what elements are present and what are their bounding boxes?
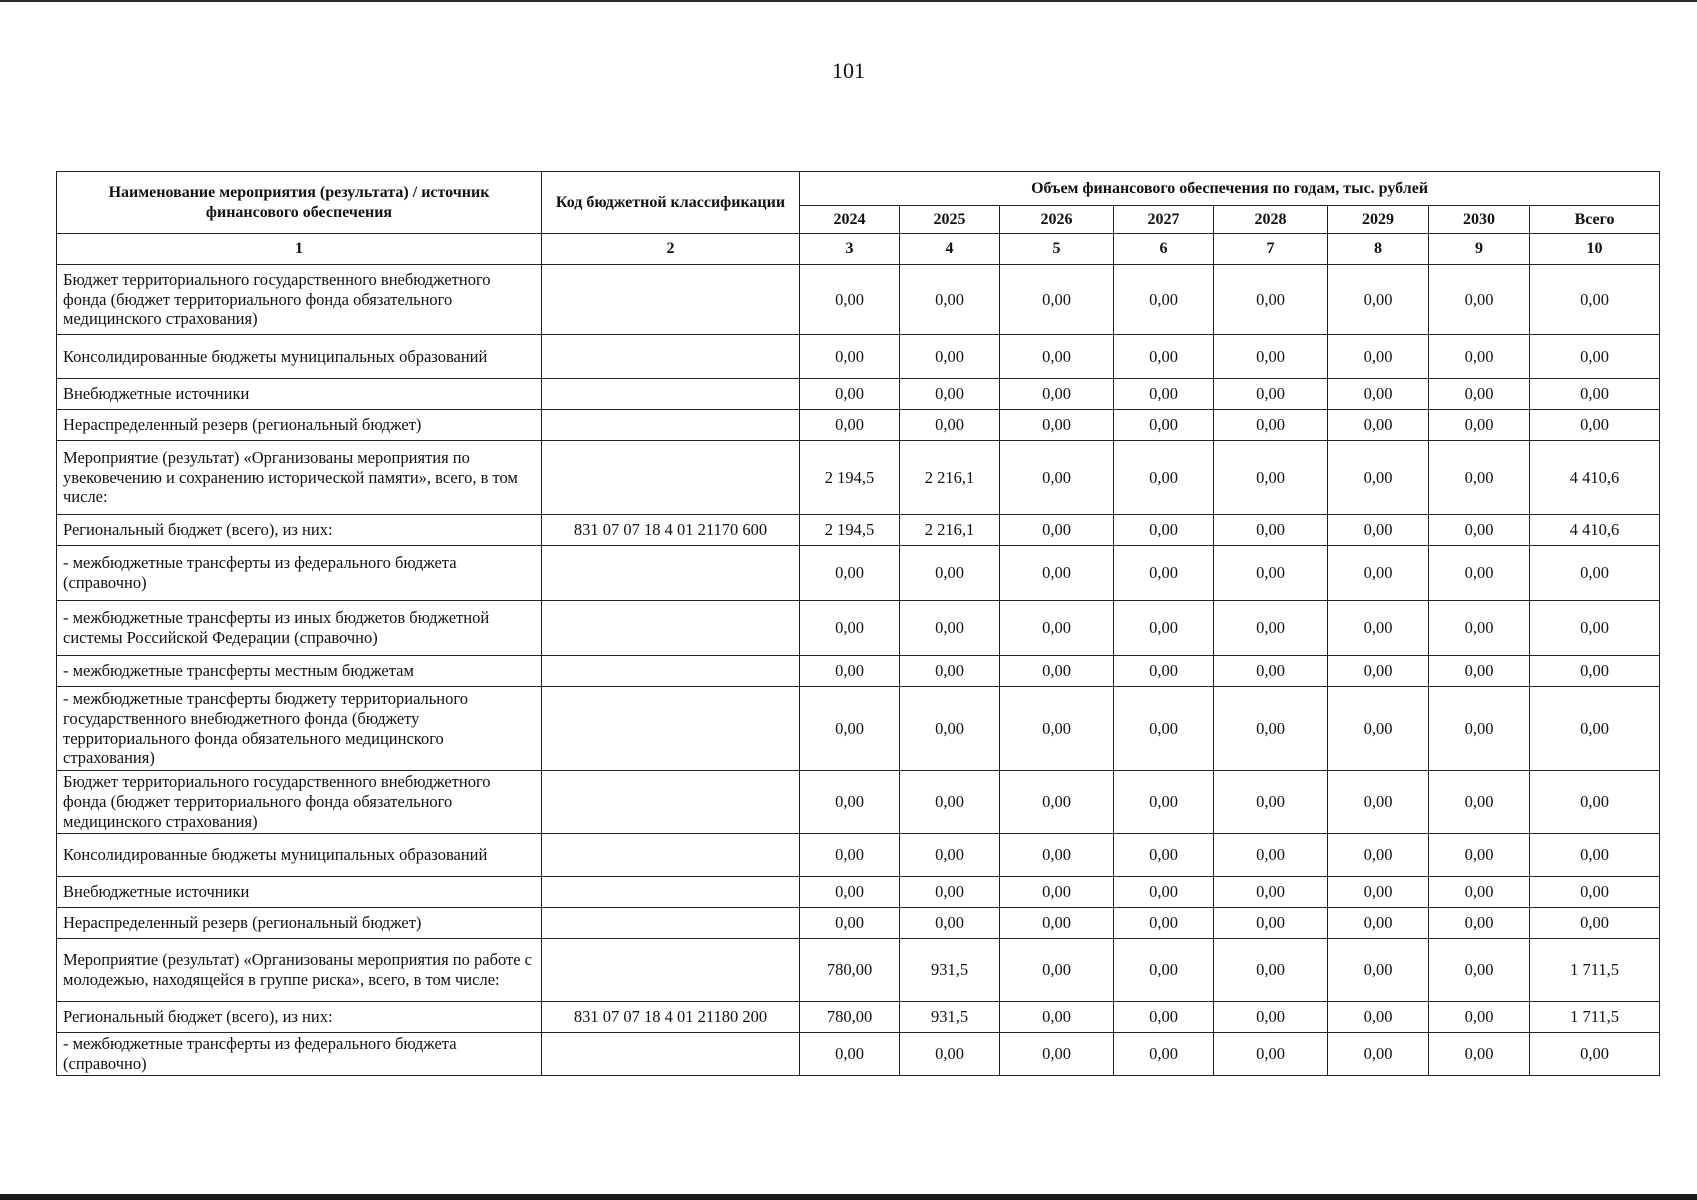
row-code-cell xyxy=(542,771,800,834)
row-name-cell: Внебюджетные источники xyxy=(57,379,542,410)
row-name-cell: - межбюджетные трансферты из федерального бюджета (справочно) xyxy=(57,1033,542,1076)
table-row xyxy=(57,601,1660,656)
value-cell: 0,00 xyxy=(1114,771,1214,834)
value-cell: 0,00 xyxy=(1214,546,1328,601)
table-row xyxy=(57,656,1660,687)
value-cell: 0,00 xyxy=(1429,877,1530,908)
row-code-cell xyxy=(542,410,800,441)
value-cell: 0,00 xyxy=(800,877,900,908)
value-cell: 0,00 xyxy=(1328,441,1429,515)
value-cell: 0,00 xyxy=(800,379,900,410)
value-cell: 0,00 xyxy=(1328,265,1429,335)
year-header: 2027 xyxy=(1114,206,1214,234)
value-cell: 0,00 xyxy=(1328,379,1429,410)
column-number: 5 xyxy=(1000,234,1114,265)
budget-table xyxy=(56,171,1660,1076)
table-row xyxy=(57,834,1660,877)
value-cell: 0,00 xyxy=(1214,379,1328,410)
row-name-cell: Нераспределенный резерв (региональный бюджет) xyxy=(57,908,542,939)
year-header: 2029 xyxy=(1328,206,1429,234)
value-cell: 0,00 xyxy=(1114,1033,1214,1076)
value-cell: 0,00 xyxy=(1214,515,1328,546)
value-cell: 0,00 xyxy=(900,687,1000,771)
table-row xyxy=(57,771,1660,834)
row-name-cell: - межбюджетные трансферты из иных бюджетов бюджетной системы Российской Федерации (справочно) xyxy=(57,601,542,656)
value-cell: 0,00 xyxy=(1429,908,1530,939)
value-cell: 0,00 xyxy=(1114,441,1214,515)
value-cell: 0,00 xyxy=(1214,687,1328,771)
row-name-cell: Региональный бюджет (всего), из них: xyxy=(57,515,542,546)
row-code-cell xyxy=(542,656,800,687)
column-number: 7 xyxy=(1214,234,1328,265)
value-cell: 0,00 xyxy=(900,1033,1000,1076)
value-cell: 0,00 xyxy=(800,908,900,939)
value-cell: 0,00 xyxy=(1214,441,1328,515)
value-cell: 0,00 xyxy=(1214,877,1328,908)
value-cell: 0,00 xyxy=(1000,265,1114,335)
column-number: 3 xyxy=(800,234,900,265)
table-row xyxy=(57,1002,1660,1033)
year-header: 2025 xyxy=(900,206,1000,234)
value-cell: 0,00 xyxy=(1000,908,1114,939)
value-cell: 0,00 xyxy=(1114,1002,1214,1033)
value-cell: 0,00 xyxy=(1530,687,1660,771)
value-cell: 0,00 xyxy=(800,687,900,771)
value-cell: 780,00 xyxy=(800,939,900,1002)
table-row xyxy=(57,441,1660,515)
value-cell: 0,00 xyxy=(900,546,1000,601)
value-cell: 0,00 xyxy=(1429,515,1530,546)
value-cell: 0,00 xyxy=(800,410,900,441)
value-cell: 4 410,6 xyxy=(1530,441,1660,515)
row-name-cell: Мероприятие (результат) «Организованы мероприятия по увековечению и сохранению исторической памяти», всего, в том числе: xyxy=(57,441,542,515)
value-cell: 0,00 xyxy=(1000,687,1114,771)
value-cell: 0,00 xyxy=(1000,834,1114,877)
value-cell: 0,00 xyxy=(1000,335,1114,379)
value-cell: 0,00 xyxy=(1000,877,1114,908)
value-cell: 0,00 xyxy=(1000,379,1114,410)
value-cell: 0,00 xyxy=(1530,379,1660,410)
value-cell: 0,00 xyxy=(800,265,900,335)
value-cell: 0,00 xyxy=(1000,656,1114,687)
value-cell: 1 711,5 xyxy=(1530,939,1660,1002)
value-cell: 0,00 xyxy=(800,601,900,656)
value-cell: 0,00 xyxy=(1429,771,1530,834)
value-cell: 0,00 xyxy=(1114,877,1214,908)
value-cell: 0,00 xyxy=(900,410,1000,441)
value-cell: 0,00 xyxy=(1530,410,1660,441)
value-cell: 0,00 xyxy=(1114,601,1214,656)
value-cell: 0,00 xyxy=(1429,1033,1530,1076)
table-body xyxy=(57,265,1660,1076)
value-cell: 0,00 xyxy=(800,1033,900,1076)
value-cell: 0,00 xyxy=(900,265,1000,335)
row-name-cell: Нераспределенный резерв (региональный бюджет) xyxy=(57,410,542,441)
table-row xyxy=(57,1033,1660,1076)
table-row xyxy=(57,379,1660,410)
value-cell: 0,00 xyxy=(1429,834,1530,877)
value-cell: 0,00 xyxy=(1114,908,1214,939)
top-scan-edge xyxy=(0,0,1697,2)
value-cell: 0,00 xyxy=(1328,656,1429,687)
value-cell: 0,00 xyxy=(1429,939,1530,1002)
value-cell: 0,00 xyxy=(1000,601,1114,656)
value-cell: 0,00 xyxy=(1328,877,1429,908)
value-cell: 0,00 xyxy=(900,656,1000,687)
value-cell: 0,00 xyxy=(1214,601,1328,656)
value-cell: 0,00 xyxy=(1429,1002,1530,1033)
column-number: 8 xyxy=(1328,234,1429,265)
value-cell: 0,00 xyxy=(1000,410,1114,441)
table-row xyxy=(57,908,1660,939)
row-code-cell: 831 07 07 18 4 01 21180 200 xyxy=(542,1002,800,1033)
row-code-cell xyxy=(542,601,800,656)
value-cell: 0,00 xyxy=(900,771,1000,834)
row-code-cell xyxy=(542,908,800,939)
row-name-cell: Консолидированные бюджеты муниципальных образований xyxy=(57,834,542,877)
value-cell: 931,5 xyxy=(900,939,1000,1002)
page-number: 101 xyxy=(832,58,865,83)
row-name-cell: - межбюджетные трансферты из федерального бюджета (справочно) xyxy=(57,546,542,601)
value-cell: 0,00 xyxy=(1114,265,1214,335)
row-code-cell xyxy=(542,546,800,601)
name-column-header: Наименование мероприятия (результата) / источник финансового обеспечения xyxy=(57,172,542,234)
year-header: 2030 xyxy=(1429,206,1530,234)
value-cell: 2 194,5 xyxy=(800,441,900,515)
value-cell: 0,00 xyxy=(1114,379,1214,410)
row-code-cell xyxy=(542,877,800,908)
value-cell: 0,00 xyxy=(1530,1033,1660,1076)
value-cell: 0,00 xyxy=(1214,771,1328,834)
value-cell: 0,00 xyxy=(1114,335,1214,379)
value-cell: 0,00 xyxy=(1429,335,1530,379)
row-name-cell: Региональный бюджет (всего), из них: xyxy=(57,1002,542,1033)
value-cell: 0,00 xyxy=(1328,687,1429,771)
row-code-cell: 831 07 07 18 4 01 21170 600 xyxy=(542,515,800,546)
value-cell: 0,00 xyxy=(800,771,900,834)
value-cell: 0,00 xyxy=(1328,515,1429,546)
value-cell: 2 216,1 xyxy=(900,515,1000,546)
row-name-cell: Бюджет территориального государственного внебюджетного фонда (бюджет территориального фонда обязательного медицинского страхования) xyxy=(57,771,542,834)
year-header: 2024 xyxy=(800,206,900,234)
table-row xyxy=(57,265,1660,335)
row-name-cell: Бюджет территориального государственного внебюджетного фонда (бюджет территориального фонда обязательного медицинского страхования) xyxy=(57,265,542,335)
value-cell: 0,00 xyxy=(1114,834,1214,877)
value-cell: 1 711,5 xyxy=(1530,1002,1660,1033)
value-cell: 0,00 xyxy=(1328,601,1429,656)
value-cell: 0,00 xyxy=(1214,939,1328,1002)
value-cell: 0,00 xyxy=(1114,939,1214,1002)
row-name-cell: Внебюджетные источники xyxy=(57,877,542,908)
value-cell: 780,00 xyxy=(800,1002,900,1033)
table-row xyxy=(57,546,1660,601)
row-name-cell: Мероприятие (результат) «Организованы мероприятия по работе с молодежью, находящейся в группе риска», всего, в том числе: xyxy=(57,939,542,1002)
value-cell: 0,00 xyxy=(800,834,900,877)
table-row xyxy=(57,877,1660,908)
value-cell: 2 194,5 xyxy=(800,515,900,546)
value-cell: 0,00 xyxy=(1114,687,1214,771)
value-cell: 0,00 xyxy=(1214,908,1328,939)
value-cell: 0,00 xyxy=(1429,656,1530,687)
value-cell: 0,00 xyxy=(1000,546,1114,601)
row-code-cell xyxy=(542,834,800,877)
value-cell: 0,00 xyxy=(800,546,900,601)
value-cell: 0,00 xyxy=(1214,1002,1328,1033)
table-row xyxy=(57,410,1660,441)
value-cell: 0,00 xyxy=(1530,265,1660,335)
value-cell: 0,00 xyxy=(1214,335,1328,379)
value-cell: 0,00 xyxy=(1530,601,1660,656)
value-cell: 0,00 xyxy=(1429,546,1530,601)
value-cell: 0,00 xyxy=(1214,265,1328,335)
row-code-cell xyxy=(542,441,800,515)
value-cell: 0,00 xyxy=(1114,515,1214,546)
value-cell: 0,00 xyxy=(1000,515,1114,546)
column-number: 2 xyxy=(542,234,800,265)
year-header: Всего xyxy=(1530,206,1660,234)
year-header: 2028 xyxy=(1214,206,1328,234)
row-code-cell xyxy=(542,687,800,771)
value-cell: 0,00 xyxy=(900,908,1000,939)
value-cell: 0,00 xyxy=(1328,834,1429,877)
value-cell: 0,00 xyxy=(1530,908,1660,939)
row-code-cell xyxy=(542,379,800,410)
value-cell: 0,00 xyxy=(1000,441,1114,515)
table-row xyxy=(57,515,1660,546)
code-column-header: Код бюджетной классификации xyxy=(542,172,800,234)
value-cell: 0,00 xyxy=(1114,546,1214,601)
value-cell: 0,00 xyxy=(1530,834,1660,877)
value-cell: 931,5 xyxy=(900,1002,1000,1033)
value-cell: 0,00 xyxy=(1530,656,1660,687)
value-cell: 0,00 xyxy=(1429,601,1530,656)
value-cell: 0,00 xyxy=(1530,771,1660,834)
value-cell: 0,00 xyxy=(1530,877,1660,908)
value-cell: 0,00 xyxy=(1000,1033,1114,1076)
value-cell: 0,00 xyxy=(1328,939,1429,1002)
value-cell: 0,00 xyxy=(1328,335,1429,379)
row-name-cell: - межбюджетные трансферты бюджету территориального государственного внебюджетного фонда (бюджету территориального фонда обязательного медицинского страхования) xyxy=(57,687,542,771)
value-cell: 0,00 xyxy=(1214,834,1328,877)
column-number: 9 xyxy=(1429,234,1530,265)
row-name-cell: - межбюджетные трансферты местным бюджетам xyxy=(57,656,542,687)
value-cell: 2 216,1 xyxy=(900,441,1000,515)
row-name-cell: Консолидированные бюджеты муниципальных образований xyxy=(57,335,542,379)
value-cell: 0,00 xyxy=(1000,771,1114,834)
row-code-cell xyxy=(542,1033,800,1076)
value-cell: 0,00 xyxy=(900,379,1000,410)
value-cell: 0,00 xyxy=(1429,379,1530,410)
row-code-cell xyxy=(542,335,800,379)
value-cell: 0,00 xyxy=(1530,546,1660,601)
value-cell: 0,00 xyxy=(900,877,1000,908)
value-cell: 0,00 xyxy=(1114,410,1214,441)
value-cell: 0,00 xyxy=(1328,546,1429,601)
table-row xyxy=(57,335,1660,379)
row-code-cell xyxy=(542,265,800,335)
column-number: 1 xyxy=(57,234,542,265)
year-header: 2026 xyxy=(1000,206,1114,234)
column-number: 4 xyxy=(900,234,1000,265)
table-row xyxy=(57,939,1660,1002)
value-cell: 0,00 xyxy=(1530,335,1660,379)
value-cell: 0,00 xyxy=(1429,410,1530,441)
value-cell: 0,00 xyxy=(1429,265,1530,335)
value-cell: 0,00 xyxy=(1214,1033,1328,1076)
volume-group-header: Объем финансового обеспечения по годам, тыс. рублей xyxy=(800,172,1660,206)
value-cell: 0,00 xyxy=(1429,441,1530,515)
value-cell: 4 410,6 xyxy=(1530,515,1660,546)
value-cell: 0,00 xyxy=(900,601,1000,656)
value-cell: 0,00 xyxy=(1000,1002,1114,1033)
value-cell: 0,00 xyxy=(1214,410,1328,441)
column-number: 10 xyxy=(1530,234,1660,265)
value-cell: 0,00 xyxy=(1328,771,1429,834)
column-number-row xyxy=(57,234,1660,265)
value-cell: 0,00 xyxy=(1214,656,1328,687)
table-row xyxy=(57,687,1660,771)
header-row-top xyxy=(57,172,1660,206)
row-code-cell xyxy=(542,939,800,1002)
value-cell: 0,00 xyxy=(1328,410,1429,441)
value-cell: 0,00 xyxy=(1114,656,1214,687)
value-cell: 0,00 xyxy=(1429,687,1530,771)
value-cell: 0,00 xyxy=(1000,939,1114,1002)
value-cell: 0,00 xyxy=(900,335,1000,379)
column-number: 6 xyxy=(1114,234,1214,265)
value-cell: 0,00 xyxy=(800,656,900,687)
value-cell: 0,00 xyxy=(900,834,1000,877)
value-cell: 0,00 xyxy=(1328,1002,1429,1033)
value-cell: 0,00 xyxy=(1328,1033,1429,1076)
value-cell: 0,00 xyxy=(1328,908,1429,939)
value-cell: 0,00 xyxy=(800,335,900,379)
bottom-scan-edge xyxy=(0,1194,1697,1200)
